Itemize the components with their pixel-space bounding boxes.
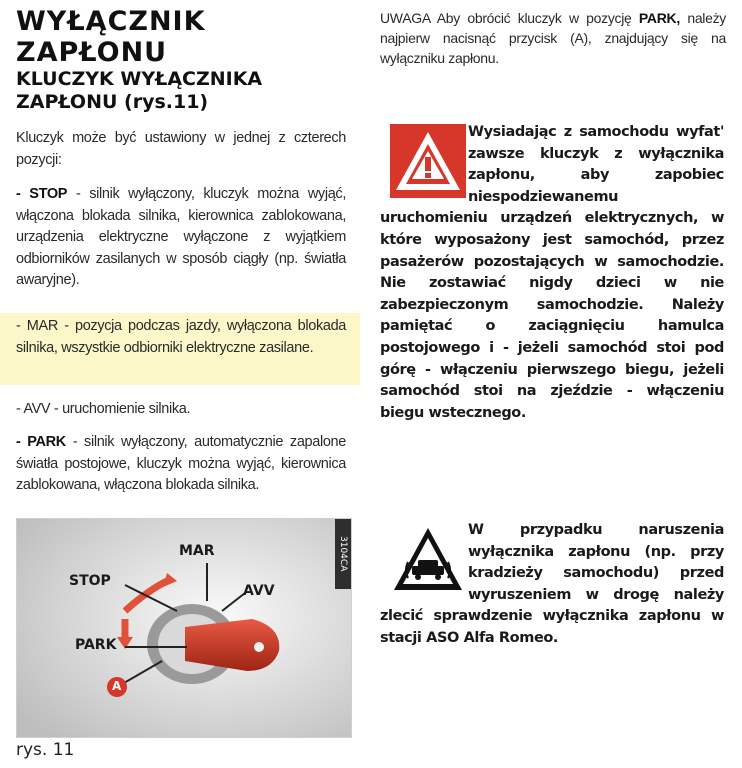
park-paragraph [16,432,346,497]
stop-paragraph [16,184,346,292]
key-body [185,619,279,671]
figure-code: 3104CA [335,519,351,589]
park-term: - PARK [16,434,66,450]
label-mar: MAR [179,543,215,559]
label-a: A [112,679,122,693]
stop-term: - STOP [16,186,68,202]
warning-1-body: zapłonu, aby zapobiec niespodziewanemu uruchomieniu urządzeń elektrycznych, w które wyposażony jest samochód, przez pasażerów pozostających w samochodzie. Nie zostawiać nigdy dzieci w nie zabezpieczonym samochodzie. Należy pamiętać o zaciągnięciu hamulca postojowego i - jeżeli samochód stoi pod górę - włączeniu pierwszego biegu, jeżeli samochód stoi na zjeździe - włączeniu biegu wstecznego. [380,167,724,421]
note-park: PARK, [638,10,680,26]
note-paragraph [380,8,726,68]
note-rest: należy najpierw nacisnąć przycisk (A), znajdujący się na wyłączniku zapłonu. [380,10,726,66]
park-text: - silnik wyłączony, automatycznie zapalone światła postojowe, kluczyk można wyjąć, kierownica zablokowana, włączona blokada silnika. [16,434,346,493]
label-park: PARK [75,637,117,653]
warning-1-lead: Wysiadając z samochodu wyfat' zawsze kluczyk z wyłącznika [468,124,724,162]
note-text: Aby obrócić kluczyk w pozycję [436,10,632,26]
mar-paragraph: - MAR - pozycja podczas jazdy, wyłączona blokada silnika, wszystkie odbiorniki elektryczne zasilane. [16,318,346,356]
intro-paragraph: Kluczyk może być ustawiony w jednej z czterech pozycji: [16,130,346,168]
label-avv: AVV [243,583,275,599]
figure-caption: rys. 11 [16,740,75,760]
car-skid-warning-icon [390,522,466,596]
label-stop: STOP [69,573,111,589]
note-prefix: UWAGA [380,10,431,26]
stop-text: - silnik wyłączony, kluczyk można wyjąć, włączona blokada silnika, kierownica zablokowana, urządzenia elektryczne wyłączone z wyjątkiem odbiorników zasilanych w sposób ciągły (np. światła awaryjne). [16,186,347,288]
key-ring-hole [254,642,264,652]
avv-paragraph: - AVV - uruchomienie silnika. [16,401,191,417]
page-title: WYŁĄCZNIK ZAPŁONU [16,6,206,68]
warning-2-body: W przypadku naruszenia wyłącznika zapłonu (np. przy kradzieży samochodu) przed wyruszeniem w drogę należy zlecić sprawdzenie wyłącznika zapłonu w stacji ASO Alfa Romeo. [380,522,724,646]
warning-triangle-icon [390,124,466,198]
section-subtitle: KLUCZYK WYŁĄCZNIKA ZAPŁONU (rys.11) [16,68,263,113]
ignition-figure [16,518,352,738]
